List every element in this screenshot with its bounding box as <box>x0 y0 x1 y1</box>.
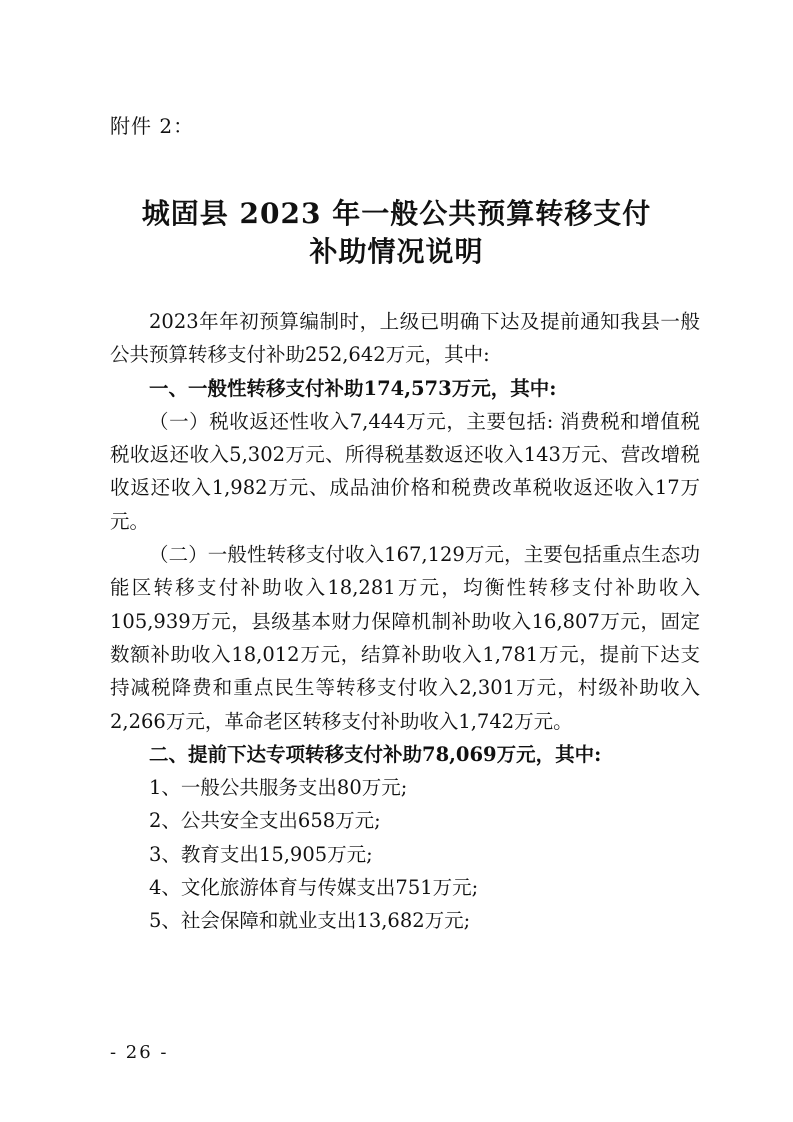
section-heading-special-transfer: 二、提前下达专项转移支付补助78,069万元，其中: <box>149 742 602 766</box>
document-title-line-1: 城固县 2023 年一般公共预算转移支付 <box>141 197 652 230</box>
list-item-public-safety: 2、公共安全支出658万元; <box>149 809 381 833</box>
document-body <box>110 305 700 938</box>
list-item-culture-tourism: 4、文化旅游体育与传媒支出751万元; <box>149 876 479 900</box>
attachment-label: 附件 2： <box>110 114 195 138</box>
list-item-education: 3、教育支出15,905万元; <box>149 842 373 866</box>
intro-paragraph: 2023年年初预算编制时，上级已明确下达及提前通知我县一般公共预算转移支付补助252,642万元，其中: <box>110 310 700 367</box>
list-item-public-service: 1、一般公共服务支出80万元; <box>149 776 408 800</box>
paragraph-tax-return: （一）税收返还性收入7,444万元，主要包括: 消费税和增值税税收返还收入5,302万元、所得税基数返还收入143万元、营改增税收返还收入1,982万元、成品油价格和税费改革税收返还收入17万元。 <box>110 409 700 533</box>
page-number: - 26 - <box>110 1042 169 1063</box>
paragraph-general-transfer-income: （二）一般性转移支付收入167,129万元，主要包括重点生态功能区转移支付补助收入18,281万元，均衡性转移支付补助收入105,939万元，县级基本财力保障机制补助收入16,807万元，固定数额补助收入18,012万元，结算补助收入1,781万元，提前下达支持减税降费和重点民生等转移支付收入2,301万元，村级补助收入2,266万元，革命老区转移支付补助收入1,742万元。 <box>110 543 700 733</box>
section-heading-general-transfer: 一、一般性转移支付补助174,573万元，其中: <box>149 376 557 400</box>
list-item-social-security: 5、社会保障和就业支出13,682万元; <box>149 909 471 933</box>
document-title-line-2: 补助情况说明 <box>309 235 484 268</box>
